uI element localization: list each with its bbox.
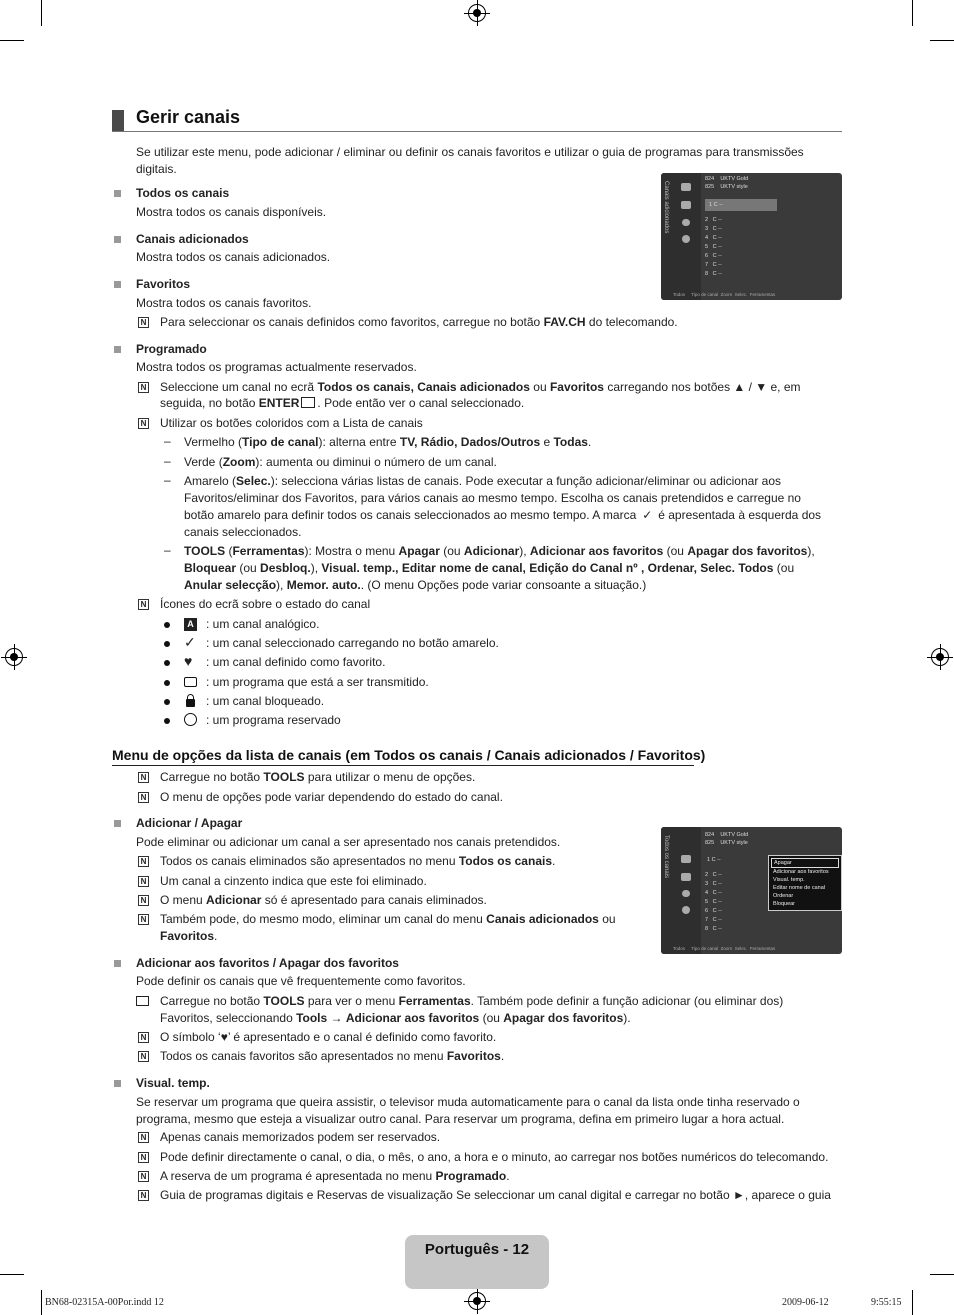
color-green-item: Verde (Zoom): aumenta ou diminui o número de um canal.: [184, 455, 497, 469]
note-icon: N: [138, 856, 149, 867]
screen-todos-os-canais: [661, 827, 842, 954]
color-red-item: Vermelho (Tipo de canal): alterna entre TV, Rádio, Dados/Outros e Todas.: [184, 435, 592, 449]
tools-line3: Anular selecção), Memor. auto.. (O menu Opções pode variar consoante a situação.): [184, 578, 647, 592]
todos-heading: Todos os canais: [136, 186, 230, 200]
icon-desc: : um programa que está a ser transmitido.: [206, 675, 429, 689]
favoritos-add-desc: Pode definir os canais que vê frequentemente como favoritos.: [136, 974, 466, 988]
heart-icon: [682, 219, 690, 226]
bullet-square: [114, 1080, 121, 1087]
menu-item-editar-nome[interactable]: Editar nome de canal: [773, 885, 825, 891]
todos-desc: Mostra todos os canais disponíveis.: [136, 205, 327, 219]
adicionados-heading: Canais adicionados: [136, 232, 249, 246]
check-icon: ✓: [642, 508, 653, 522]
channel-row: 3 C --: [705, 226, 722, 232]
clock-icon: [682, 906, 690, 914]
channel-row: 4 C --: [705, 235, 722, 241]
color-yellow-item: Amarelo (Selec.): selecciona várias listas de canais. Pode executar a função adicionar/eliminar ou adicionar aos: [184, 474, 781, 488]
favoritos-heading: Favoritos: [136, 277, 191, 291]
note-icon: N: [138, 772, 149, 783]
vt-note-1: Apenas canais memorizados podem ser reservados.: [160, 1130, 441, 1144]
options-note-1: Carregue no botão TOOLS para utilizar o menu de opções.: [160, 770, 476, 784]
bullet-square: [114, 236, 121, 243]
registration-mark-icon: [468, 4, 486, 22]
visual-temp-line2: programa, mesmo que esteja a visualizar outro canal. Para reservar um programa, defina em primeiro lugar a hora actual.: [136, 1112, 785, 1126]
tools-menu: [768, 855, 842, 911]
screen-footer: Todos Tipo de canal Zoom Selec. Ferramentas: [673, 946, 776, 951]
programado-desc: Mostra todos os programas actualmente reservados.: [136, 360, 417, 374]
channel-row: 6 C --: [705, 908, 722, 914]
adicionar-apagar-desc: Pode eliminar ou adicionar um canal a ser apresentado nos canais pretendidos.: [136, 835, 561, 849]
screen-vertical-label: Todos os canais: [663, 835, 669, 879]
channel-row: 7 C --: [705, 917, 722, 923]
programado-note-1b: seguida, no botão ENTER . Pode então ver o canal seleccionado.: [160, 396, 525, 410]
fav-note-2: O símbolo ‘♥’ é apresentado e o canal é definido como favorito.: [160, 1030, 497, 1044]
enter-icon: [301, 397, 315, 408]
tools-icon: [136, 996, 149, 1006]
note-icon: N: [138, 1190, 149, 1201]
channel-row: 6 C --: [705, 253, 722, 259]
menu-item-bloquear[interactable]: Bloquear: [773, 901, 796, 907]
screen-footer: Todos Tipo de canal Zoom Selec. Ferramentas: [673, 292, 776, 297]
selected-channel: 1 C --: [707, 857, 721, 863]
channel-row: 4 C --: [705, 890, 722, 896]
adicionados-desc: Mostra todos os canais adicionados.: [136, 250, 331, 264]
note-icon: N: [138, 914, 149, 925]
channel-row: 824 UKTV Gold: [705, 832, 749, 838]
note-icon: N: [138, 895, 149, 906]
tv-icon: [681, 183, 691, 191]
crop-mark: [930, 1274, 954, 1275]
crop-mark: [0, 40, 24, 41]
crop-mark: [41, 1290, 42, 1315]
menu-item-adicionar-favoritos[interactable]: Adicionar aos favoritos: [773, 869, 829, 875]
bullet-square: [114, 820, 121, 827]
print-date: 2009-06-12: [782, 1297, 829, 1308]
heart-icon: [682, 890, 690, 897]
dash: –: [164, 473, 171, 487]
channel-row: 825 UKTV style: [705, 184, 748, 190]
tools-item: TOOLS (Ferramentas): Mostra o menu Apagar (ou Adicionar), Adicionar aos favoritos (ou Apagar dos favoritos),: [184, 544, 815, 558]
icon-desc: : um canal definido como favorito.: [206, 655, 386, 669]
tv-icon: [184, 677, 197, 687]
note-icon: N: [138, 1051, 149, 1062]
file-name: BN68-02315A-00Por.indd 12: [45, 1297, 164, 1308]
intro-text: Se utilizar este menu, pode adicionar / eliminar ou definir os canais favoritos e utilizar o guia de programas para transmissões digitais.: [136, 145, 804, 176]
programado-heading: Programado: [136, 342, 207, 356]
page-number-badge: Português - 12: [405, 1235, 549, 1289]
registration-mark-icon: [468, 1292, 486, 1310]
crop-mark: [41, 0, 42, 26]
programado-note-2: Utilizar os botões coloridos com a Lista de canais: [160, 416, 423, 430]
vt-note-2: Pode definir directamente o canal, o dia, o mês, o ano, a hora e o minuto, ao carregar nos botões numéricos do telecomando.: [160, 1150, 829, 1164]
crop-mark: [930, 40, 954, 41]
note-icon: N: [138, 876, 149, 887]
fav-note-1: Carregue no botão TOOLS para ver o menu Ferramentas. Também pode definir a função adicionar (ou eliminar dos): [160, 994, 784, 1008]
aa-note-4b: Favoritos.: [160, 929, 218, 943]
note-icon: N: [138, 599, 149, 610]
title-rule: [112, 131, 842, 132]
registration-mark-icon: [931, 648, 949, 666]
clock-icon: [682, 235, 690, 243]
menu-item-visual-temp[interactable]: Visual. temp.: [773, 877, 805, 883]
color-yellow-line2: Favoritos/eliminar dos Favoritos, para vários canais ao mesmo tempo. Escolha os canais pretendidos e carregue no: [184, 491, 801, 505]
channel-row: 2 C --: [705, 872, 722, 878]
options-note-2: O menu de opções pode variar dependendo do estado do canal.: [160, 790, 503, 804]
menu-item-ordenar[interactable]: Ordenar: [773, 893, 794, 899]
note-icon: N: [138, 418, 149, 429]
bullet-dot: [164, 680, 170, 686]
channel-row: 825 UKTV style: [705, 840, 748, 846]
channel-row: 8 C --: [705, 926, 722, 932]
aa-note-2: Um canal a cinzento indica que este foi eliminado.: [160, 874, 427, 888]
note-icon: N: [138, 1132, 149, 1143]
section-title: Menu de opções da lista de canais (em Todos os canais / Canais adicionados / Favoritos): [112, 747, 706, 763]
tools-line2: Bloquear (ou Desbloq.), Visual. temp., Editar nome de canal, Edição do Canal nº , Ordenar, Selec. Todos (ou: [184, 561, 795, 575]
bullet-dot: [164, 660, 170, 666]
selected-channel: 1 C --: [705, 199, 777, 211]
favoritos-add-heading: Adicionar aos favoritos / Apagar dos favoritos: [136, 956, 399, 970]
add-icon: [681, 201, 691, 209]
crop-mark: [912, 1290, 913, 1315]
crop-mark: [912, 0, 913, 26]
bullet-square: [114, 281, 121, 288]
favoritos-desc: Mostra todos os canais favoritos.: [136, 296, 312, 310]
channel-row: 5 C --: [705, 244, 722, 250]
dash: –: [164, 434, 171, 448]
aa-note-3: O menu Adicionar só é apresentado para canais eliminados.: [160, 893, 487, 907]
vt-note-4: Guia de programas digitais e Reservas de visualização Se seleccionar um canal digital e carregar no botão ►, aparece o guia: [160, 1188, 831, 1202]
add-icon: [681, 873, 691, 881]
print-time: 9:55:15: [871, 1297, 902, 1308]
channel-row: 2 C --: [705, 217, 722, 223]
analog-icon: A: [184, 618, 197, 631]
page-title: Gerir canais: [136, 107, 241, 127]
heart-icon: ♥: [184, 653, 193, 669]
vt-note-3: A reserva de um programa é apresentada no menu Programado.: [160, 1169, 510, 1183]
icon-desc: : um canal bloqueado.: [206, 694, 325, 708]
bullet-dot: [164, 699, 170, 705]
section-rule: [112, 765, 694, 766]
channel-row: 824 UKTV Gold: [705, 176, 749, 182]
icon-desc: : um canal seleccionado carregando no botão amarelo.: [206, 636, 499, 650]
registration-mark-icon: [5, 648, 23, 666]
icon-desc: : um programa reservado: [206, 713, 341, 727]
aa-note-1: Todos os canais eliminados são apresentados no menu Todos os canais.: [160, 854, 556, 868]
visual-temp-line1: Se reservar um programa que queira assistir, o televisor muda automaticamente para o canal da lista onde tinha reservado o: [136, 1095, 800, 1109]
color-yellow-line4: canais seleccionados.: [184, 525, 302, 539]
clock-icon: [184, 713, 197, 726]
crop-mark: [0, 1274, 24, 1275]
fav-note-3: Todos os canais favoritos são apresentados no menu Favoritos.: [160, 1049, 505, 1063]
aa-note-4: Também pode, do mesmo modo, eliminar um canal do menu Canais adicionados ou: [160, 912, 616, 926]
note-icon: N: [138, 1171, 149, 1182]
check-icon: ✓: [184, 634, 196, 650]
color-yellow-line3: botão amarelo para definir todos os canais seleccionados ao mesmo tempo. A marca ✓ é apresentada à esquerda dos: [184, 508, 822, 522]
channel-row: 8 C --: [705, 271, 722, 277]
dash: –: [164, 543, 171, 557]
adicionar-apagar-heading: Adicionar / Apagar: [136, 816, 243, 830]
bullet-square: [114, 346, 121, 353]
bullet-dot: [164, 622, 170, 628]
icons-note: Ícones do ecrã sobre o estado do canal: [160, 597, 371, 611]
lock-shackle-icon: [187, 694, 194, 701]
fav-note-1b: Favoritos, seleccionando Tools → Adicionar aos favoritos (ou Apagar dos favoritos).: [160, 1011, 631, 1025]
fav-note: Para seleccionar os canais definidos como favoritos, carregue no botão FAV.CH do telecomando.: [160, 315, 678, 329]
note-icon: N: [138, 317, 149, 328]
channel-row: 7 C --: [705, 262, 722, 268]
visual-temp-heading: Visual. temp.: [136, 1076, 210, 1090]
programado-note-1: Seleccione um canal no ecrã Todos os canais, Canais adicionados ou Favoritos carregando nos botões ▲ / ▼ e, em: [160, 380, 801, 394]
screen-canais-adicionados: [661, 173, 842, 300]
dash: –: [164, 454, 171, 468]
tv-icon: [681, 855, 691, 863]
bullet-dot: [164, 718, 170, 724]
channel-row: 5 C --: [705, 899, 722, 905]
note-icon: N: [138, 792, 149, 803]
bullet-dot: [164, 641, 170, 647]
channel-row: 3 C --: [705, 881, 722, 887]
menu-item-apagar[interactable]: Apagar: [771, 858, 839, 868]
title-bar: [112, 110, 124, 131]
note-icon: N: [138, 1152, 149, 1163]
icon-desc: : um canal analógico.: [206, 617, 320, 631]
note-icon: N: [138, 1032, 149, 1043]
bullet-square: [114, 190, 121, 197]
bullet-square: [114, 960, 121, 967]
heart-icon: ♥: [220, 1030, 228, 1044]
note-icon: N: [138, 382, 149, 393]
screen-vertical-label: Canais adicionados: [663, 181, 669, 234]
